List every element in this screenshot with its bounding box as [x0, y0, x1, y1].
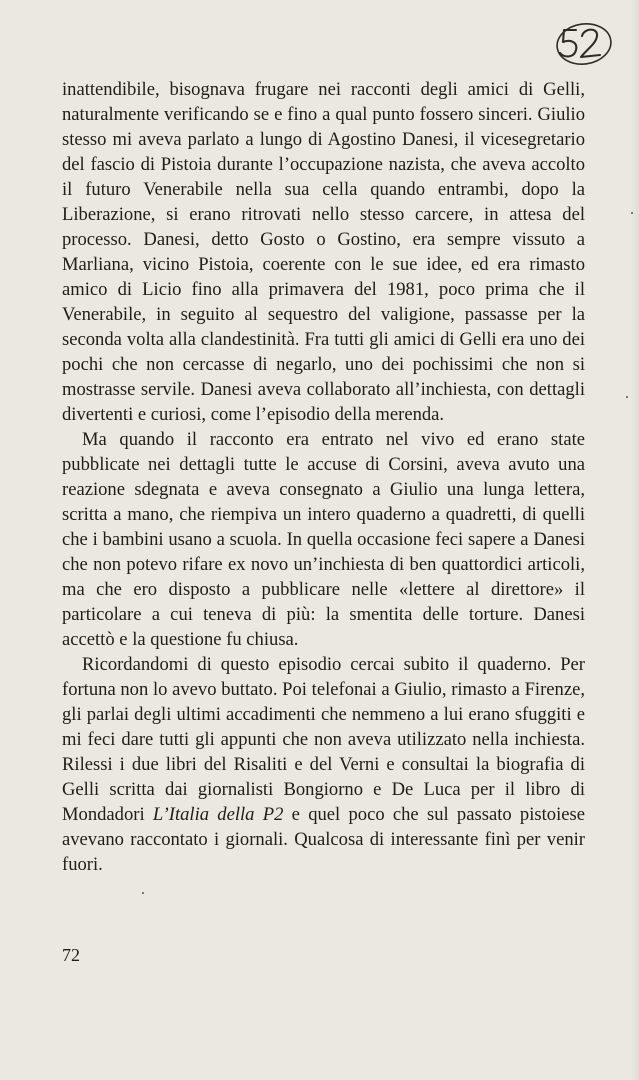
- page-edge-shadow: [631, 0, 639, 1080]
- handwritten-page-mark: [548, 14, 620, 70]
- body-text: [62, 77, 585, 877]
- page-number: 72: [62, 945, 80, 965]
- paragraph-3-text-start: Ricordandomi di questo episodio cercai subito il quaderno. Per fortuna non lo avevo buttato. Poi telefonai a Giulio, rimasto a Firenze, gli parlai degli ultimi accadimenti che nemmeno a lui erano sfuggiti e mi feci dare tutti gli appunti che non aveva utilizzato nella inchiesta. Rilessi i due libri del Risaliti e del Verni e consultai la biografia di Gelli scritta dai giornalisti Bongiorno e De Luca per il libro di Mondadori: [62, 654, 585, 825]
- paragraph-2-text: Ma quando il racconto era entrato nel vivo ed erano state pubblicate nei dettagli tutte le accuse di Corsini, aveva avuto una reazione sdegnata e aveva consegnato a Giulio una lunga lettera, scritta a mano, che riempiva un intero quaderno a quadretti, di quelli che i bambini usano a scuola. In quella occasione feci sapere a Danesi che non potevo rifare ex novo un’inchiesta di ben quattordici articoli, ma che ero disposto a pubblicare nelle «lettere al direttore» il particolare a cui teneva di più: la smentita delle torture. Danesi accettò e la questione fu chiusa.: [62, 429, 585, 650]
- paragraph-1: [62, 77, 585, 427]
- paragraph-2: [62, 427, 585, 652]
- paragraph-1-text: inattendibile, bisognava frugare nei racconti degli amici di Gelli, naturalmente verificando se e fino a qual punto fossero sinceri. Giulio stesso mi aveva parlato a lungo di Agostino Danesi, il vicesegretario del fascio di Pistoia durante l’occupazione nazista, che aveva accolto il futuro Venerabile nella sua cella quando entrambi, dopo la Liberazione, si erano ritrovati nello stesso carcere, in attesa del processo. Danesi, detto Gosto o Gostino, era sempre vissuto a Marliana, vicino Pistoia, coerente con le sue idee, ed era rimasto amico di Licio fino alla primavera del 1981, poco prima che il Venerabile, in seguito al sequestro del valigione, passasse per la seconda volta alla clandestinità. Fra tutti gli amici di Gelli era uno dei pochi che non cercasse di negarlo, uno dei pochissimi che non si mostrasse servile. Danesi aveva collaborato all’inchiesta, con dettagli divertenti e curiosi, come l’episodio della merenda.: [62, 79, 585, 425]
- scan-speck: [626, 396, 628, 398]
- paragraph-3: [62, 652, 585, 877]
- book-title: L’Italia della P2: [152, 804, 284, 825]
- scan-speck: [142, 892, 144, 894]
- scan-speck: [631, 212, 633, 214]
- paragraph-3-text-end: e quel poco che sul passato pistoiese avevano raccontato i giornali. Qualcosa di interessante finì per venir fuori.: [62, 804, 585, 875]
